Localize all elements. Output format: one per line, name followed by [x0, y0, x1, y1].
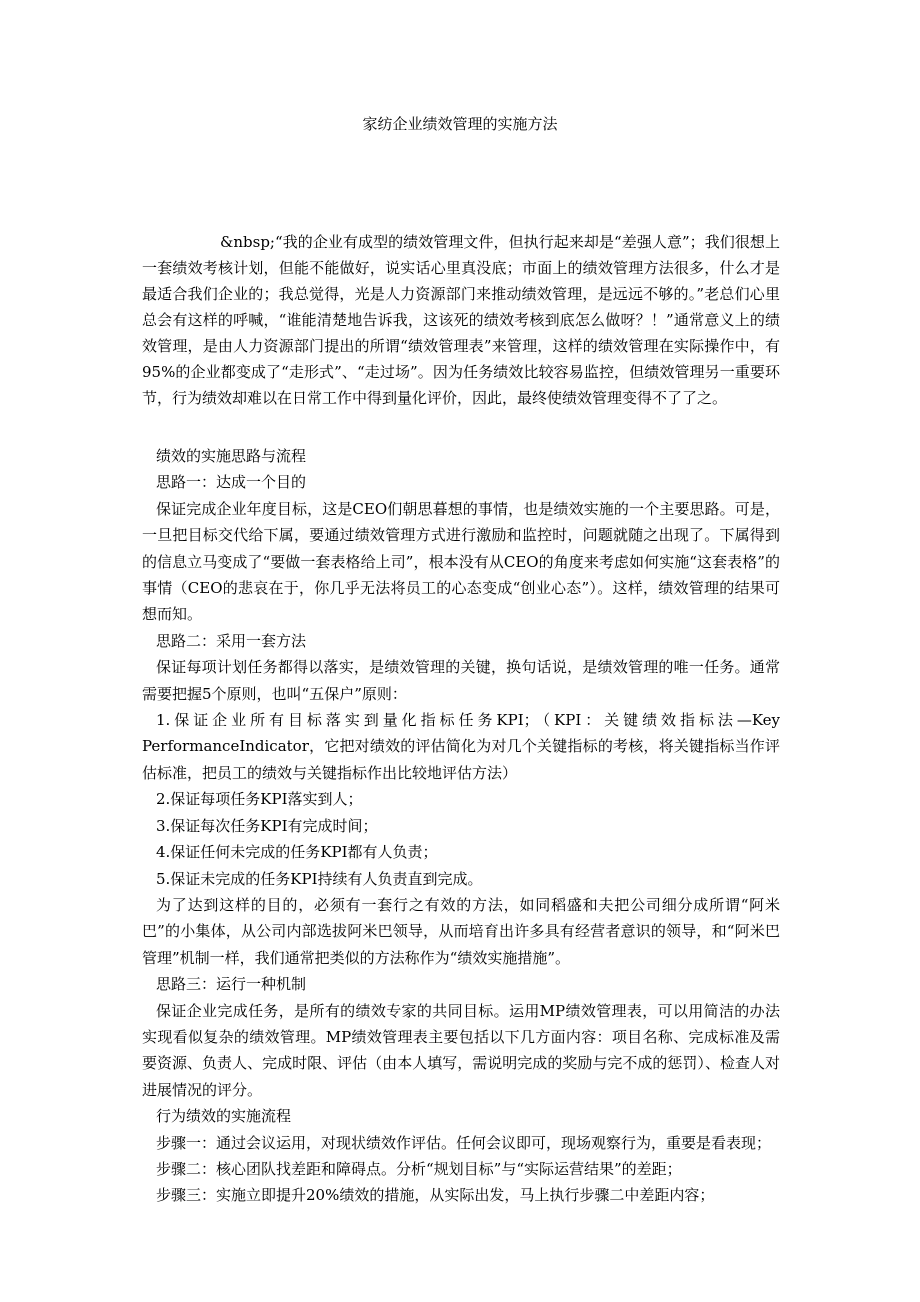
intro-paragraph: &nbsp;“我的企业有成型的绩效管理文件，但执行起来却是“差强人意”；我们很想上一套绩效考核计划，但能不能做好，说实话心里真没底；市面上的绩效管理方法很多，什么才是最适合我们企业的；我总觉得，光是人力资源部门来推动绩效管理，是远远不够的。”老总们心里总会有这样的呼喊，“谁能清楚地告诉我，这该死的绩效考核到底怎么做呀？！”通常意义上的绩效管理，是由人力资源部门提出的所谓“绩效管理表”来管理，这样的绩效管理在实际操作中，有95%的企业都变成了“走形式”、“走过场”。因为任务绩效比较容易监控，但绩效管理另一重要环节，行为绩效却难以在日常工作中得到量化评价，因此，最终使绩效管理变得不了了之。 — [142, 233, 780, 407]
idea2-followup-paragraph: 为了达到这样的目的，必须有一套行之有效的方法，如同稻盛和夫把公司细分成所谓“阿米巴”的小集体，从公司内部选拔阿米巴领导，从而培育出许多具有经营者意识的领导，和“阿米巴管理”机制一样，我们通常把类似的方法称作为“绩效实施措施”。 — [142, 895, 780, 967]
idea1-paragraph: 保证完成企业年度目标，这是CEO们朝思暮想的事情，也是绩效实施的一个主要思路。可是，一旦把目标交代给下属，要通过绩效管理方式进行激励和监控时，问题就随之出现了。下属得到的信息立马变成了“要做一套表格给上司”，根本没有从CEO的角度来考虑如何实施“这套表格”的事情（CEO的悲哀在于，你几乎无法将员工的心态变成“创业心态”）。这样，绩效管理的结果可想而知。 — [142, 499, 780, 624]
principle-item: 4.保证任何未完成的任务KPI都有人负责； — [156, 843, 438, 862]
principle-item: 5.保证未完成的任务KPI持续有人负责直到完成。 — [156, 869, 483, 888]
document-title: 家纺企业绩效管理的实施方法 — [362, 115, 558, 133]
principle-item: 2.保证每项任务KPI落实到人； — [156, 790, 363, 809]
step-item: 步骤二：核心团队找差距和障碍点。分析“规划目标”与“实际运营结果”的差距； — [156, 1159, 682, 1178]
section-heading: 绩效的实施思路与流程 — [156, 447, 307, 465]
principle-item: 1.保证企业所有目标落实到量化指标任务KPI；（KPI：关键绩效指标法—Key PerformanceIndicator，它把对绩效的评估简化为对几个关键指标的考核，将关键指标当作评估标准，把员工的绩效与关键指标作出比较地评估方法） — [142, 711, 780, 782]
principle-item: 3.保证每次任务KPI有完成时间； — [156, 816, 378, 835]
idea2-heading: 思路二：采用一套方法 — [156, 631, 307, 650]
process-heading: 行为绩效的实施流程 — [156, 1107, 292, 1126]
idea1-heading: 思路一：达成一个目的 — [156, 473, 307, 492]
idea2-paragraph: 保证每项计划任务都得以落实，是绩效管理的关键，换句话说，是绩效管理的唯一任务。通常需要把握5个原则，也叫“五保户”原则： — [142, 658, 780, 703]
step-item: 步骤一：通过会议运用，对现状绩效作评估。任何会议即可，现场观察行为，重要是看表现； — [156, 1133, 772, 1152]
document-body — [142, 443, 780, 1209]
idea3-heading: 思路三：运行一种机制 — [156, 975, 307, 994]
step-item: 步骤三：实施立即提升20%绩效的措施，从实际出发，马上执行步骤二中差距内容； — [156, 1186, 715, 1205]
idea3-paragraph: 保证企业完成任务，是所有的绩效专家的共同目标。运用MP绩效管理表，可以用简洁的办法实现看似复杂的绩效管理。MP绩效管理表主要包括以下几方面内容：项目名称、完成标准及需要资源、负责人、完成时限、评估（由本人填写，需说明完成的奖励与完不成的惩罚）、检查人对进展情况的评分。 — [142, 1001, 780, 1099]
